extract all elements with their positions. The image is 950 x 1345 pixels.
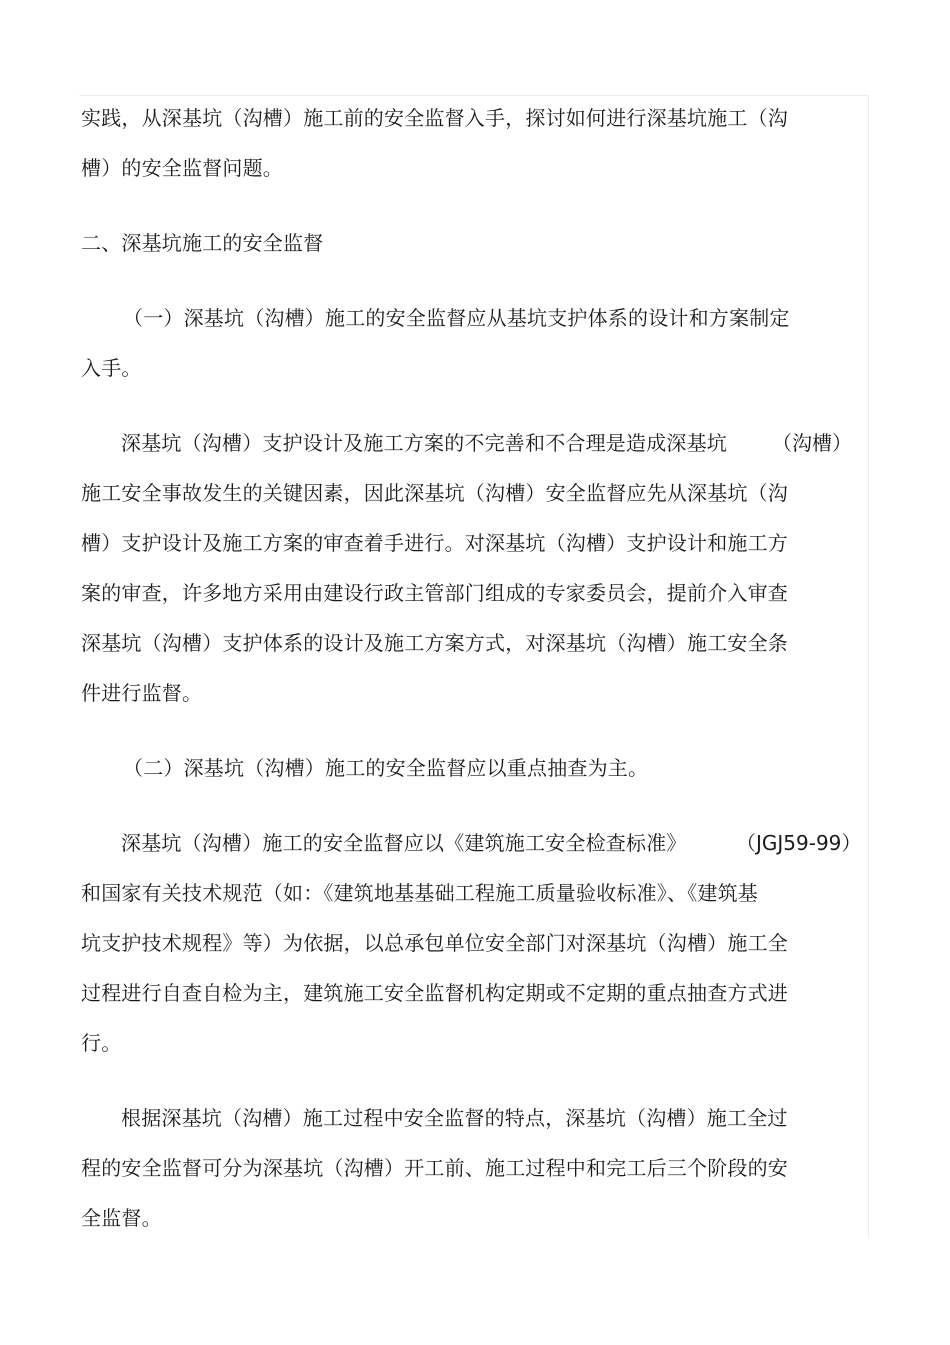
page-frame [79,95,869,1238]
paragraph-line: 坑支护技术规程》等）为依据，以总承包单位安全部门对深基坑（沟槽）施工全 [81,931,788,955]
paragraph-line: 实践，从深基坑（沟槽）施工前的安全监督入手，探讨如何进行深基坑施工（沟 [81,106,788,130]
paragraph-line: 程的安全监督可分为深基坑（沟槽）开工前、施工过程中和完工后三个阶段的安 [81,1156,788,1180]
paragraph-line: 案的审查，许多地方采用由建设行政主管部门组成的专家委员会，提前介入审查 [81,581,788,605]
paragraph-line: 行。 [81,1031,122,1055]
paragraph-line-tail: （JGJ59-99） [736,831,862,855]
paragraph-line: 槽）支护设计及施工方案的审查着手进行。对深基坑（沟槽）支护设计和施工方 [81,531,788,555]
paragraph-line: 深基坑（沟槽）支护体系的设计及施工方案方式，对深基坑（沟槽）施工安全条 [81,631,788,655]
subsection-heading-cont: 入手。 [81,356,142,380]
paragraph-line: 和国家有关技术规范（如：《建筑地基基础工程施工质量验收标准》、《建筑基 [81,881,758,905]
paragraph-line: 槽）的安全监督问题。 [81,156,283,180]
paragraph-line: 施工安全事故发生的关键因素，因此深基坑（沟槽）安全监督应先从深基坑（沟 [81,481,788,505]
paragraph-line: 深基坑（沟槽）支护设计及施工方案的不完善和不合理是造成深基坑 [121,431,727,455]
paragraph-line: 根据深基坑（沟槽）施工过程中安全监督的特点，深基坑（沟槽）施工全过 [121,1106,788,1130]
subsection-heading: （一）深基坑（沟槽）施工的安全监督应从基坑支护体系的设计和方案制定 [123,306,790,330]
paragraph-line-tail: （沟槽） [772,431,852,455]
paragraph-line: 过程进行自查自检为主，建筑施工安全监督机构定期或不定期的重点抽查方式进 [81,981,788,1005]
paragraph-line: 深基坑（沟槽）施工的安全监督应以《建筑施工安全检查标准》 [121,831,687,855]
section-heading: 二、深基坑施工的安全监督 [81,231,324,255]
subsection-heading: （二）深基坑（沟槽）施工的安全监督应以重点抽查为主。 [123,756,649,780]
paragraph-line: 全监督。 [81,1206,162,1230]
paragraph-line: 件进行监督。 [81,681,203,705]
